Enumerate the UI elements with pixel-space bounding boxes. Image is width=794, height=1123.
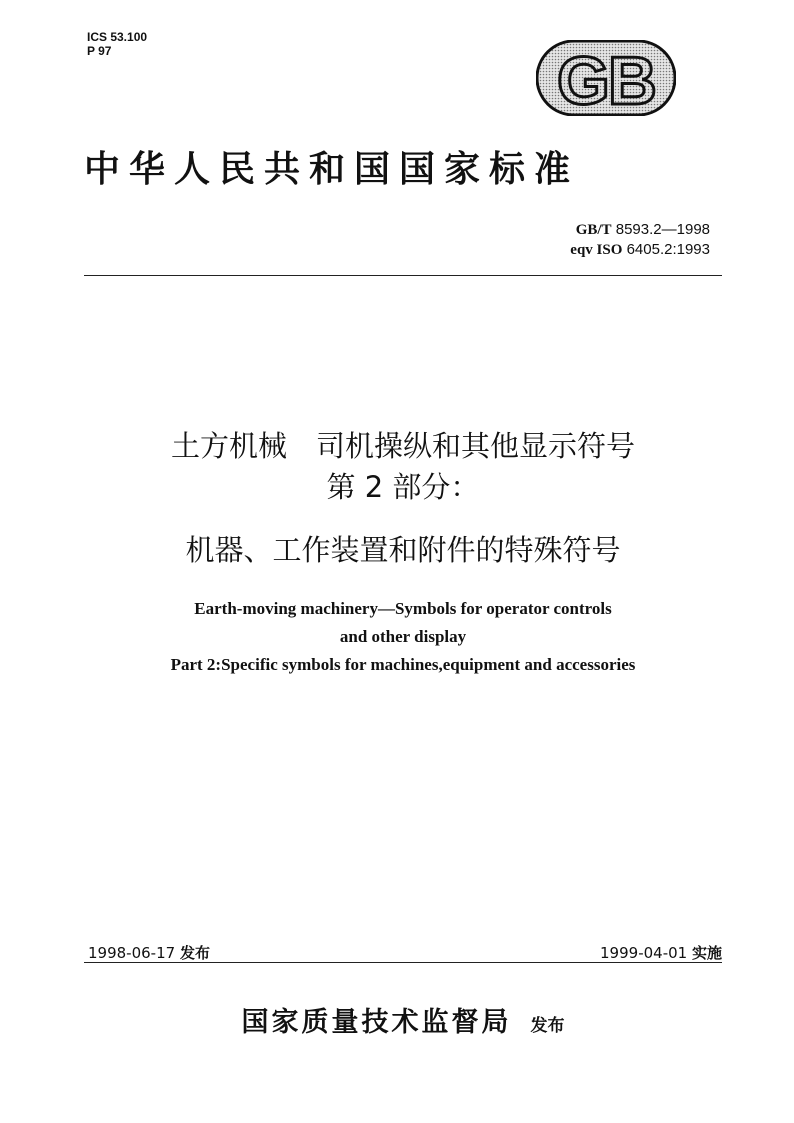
title-en-line3: Part 2:Specific symbols for machines,equipment and accessories xyxy=(170,655,636,674)
standard-name: 中华人民共和国国家标准 xyxy=(84,148,580,190)
eqv-code-line xyxy=(440,240,710,260)
title-en-line1: Earth-moving machinery—Symbols for operator controls xyxy=(194,599,612,618)
gb-number: 8593.2—1998 xyxy=(615,221,710,238)
title-zh-line3: 机器、工作装置和附件的特殊符号 xyxy=(185,533,621,567)
gb-prefix: GB/T xyxy=(575,222,612,238)
title-zh-line2: 第 2 部分： xyxy=(326,470,480,504)
publisher-org: 国家质量技术监督局 xyxy=(241,1007,512,1038)
footer-divider xyxy=(84,962,722,963)
classification-block xyxy=(87,30,147,58)
header-divider xyxy=(84,275,722,276)
issue-date-value: 1998-06-17 xyxy=(88,944,176,962)
implement-date xyxy=(520,942,722,963)
publisher xyxy=(84,1000,722,1039)
ccs-code: P 97 xyxy=(87,44,112,58)
eqv-number: 6405.2:1993 xyxy=(626,241,710,258)
eqv-prefix: eqv ISO xyxy=(570,242,623,258)
ics-code: ICS 53.100 xyxy=(87,30,148,44)
implement-date-value: 1999-04-01 xyxy=(600,944,688,962)
implement-date-label: 实施 xyxy=(691,944,722,962)
publisher-label: 发布 xyxy=(530,1016,565,1036)
issue-date xyxy=(88,942,210,963)
title-zh-line1: 土方机械 司机操纵和其他显示符号 xyxy=(170,429,635,463)
gb-code-line xyxy=(440,220,710,240)
gb-logo-letters: GB xyxy=(557,43,655,116)
standard-codes xyxy=(440,220,710,260)
title-en-line2: and other display xyxy=(339,627,467,646)
gb-logo xyxy=(536,40,676,116)
issue-date-label: 发布 xyxy=(179,944,210,962)
